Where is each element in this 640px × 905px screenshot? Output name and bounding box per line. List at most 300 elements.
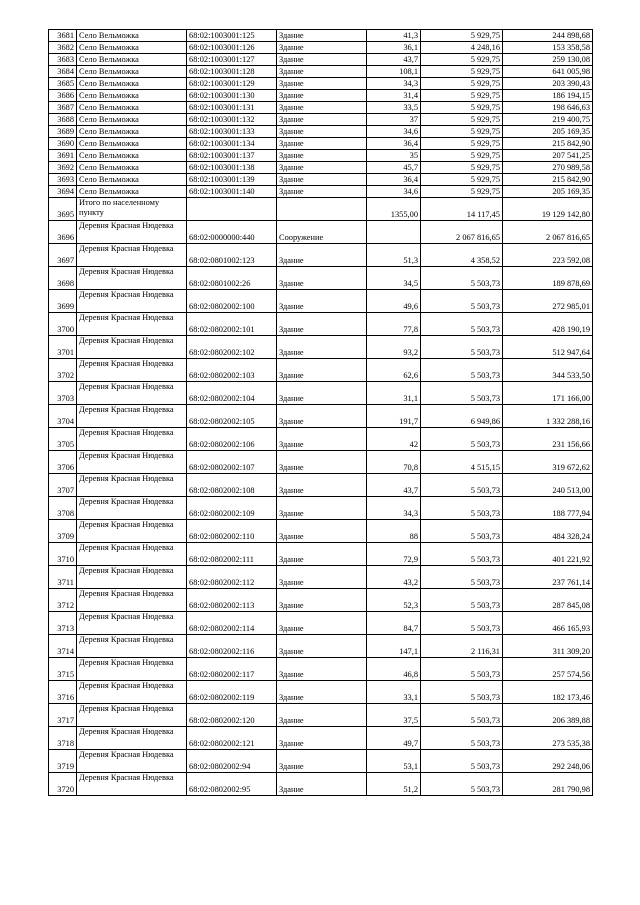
row-number-cell: 3712	[49, 589, 77, 612]
table-row	[49, 244, 593, 267]
cadastral-number-cell: 68:02:0802002:107	[187, 451, 277, 474]
unit-value-cell: 5 929,75	[421, 162, 503, 174]
cadastral-value-cell: 223 592,08	[503, 244, 593, 267]
cadastral-number-cell: 68:02:0802002:104	[187, 382, 277, 405]
row-number-cell: 3715	[49, 658, 77, 681]
settlement-name-cell: Село Вельможка	[77, 30, 187, 42]
table-row	[49, 30, 593, 42]
area-cell: 108,1	[367, 66, 421, 78]
row-number-cell: 3704	[49, 405, 77, 428]
row-number-cell: 3710	[49, 543, 77, 566]
settlement-name-cell: Деревня Красная Нюдевка	[77, 520, 187, 543]
cadastral-number-cell: 68:02:1003001:126	[187, 42, 277, 54]
settlement-name-cell: Деревня Красная Нюдевка	[77, 566, 187, 589]
object-type-cell: Здание	[277, 382, 367, 405]
area-cell: 34,3	[367, 78, 421, 90]
cadastral-number-cell: 68:02:0802002:100	[187, 290, 277, 313]
cadastral-value-cell: 273 535,38	[503, 727, 593, 750]
object-type-cell: Здание	[277, 162, 367, 174]
table-row	[49, 681, 593, 704]
table-row	[49, 750, 593, 773]
cadastral-value-cell: 484 328,24	[503, 520, 593, 543]
cadastral-number-cell: 68:02:1003001:127	[187, 54, 277, 66]
cadastral-number-cell: 68:02:0802002:120	[187, 704, 277, 727]
cadastral-value-cell: 171 166,00	[503, 382, 593, 405]
object-type-cell: Здание	[277, 566, 367, 589]
object-type-cell: Здание	[277, 114, 367, 126]
area-cell: 1355,00	[367, 198, 421, 221]
table-row	[49, 727, 593, 750]
settlement-name-cell: Село Вельможка	[77, 126, 187, 138]
object-type-cell: Здание	[277, 750, 367, 773]
cadastral-number-cell: 68:02:0802002:106	[187, 428, 277, 451]
cadastral-number-cell: 68:02:0802002:95	[187, 773, 277, 796]
area-cell: 33,5	[367, 102, 421, 114]
unit-value-cell: 5 503,73	[421, 704, 503, 727]
area-cell: 36,1	[367, 42, 421, 54]
settlement-name-cell: Деревня Красная Нюдевка	[77, 497, 187, 520]
unit-value-cell: 5 929,75	[421, 126, 503, 138]
area-cell: 34,3	[367, 497, 421, 520]
row-number-cell: 3703	[49, 382, 77, 405]
object-type-cell: Здание	[277, 359, 367, 382]
object-type-cell: Здание	[277, 612, 367, 635]
cadastral-value-cell: 344 533,50	[503, 359, 593, 382]
settlement-name-cell: Деревня Красная Нюдевка	[77, 336, 187, 359]
cadastral-value-cell: 311 309,20	[503, 635, 593, 658]
row-number-cell: 3694	[49, 186, 77, 198]
unit-value-cell: 5 929,75	[421, 78, 503, 90]
cadastral-number-cell: 68:02:0802002:116	[187, 635, 277, 658]
row-number-cell: 3718	[49, 727, 77, 750]
cadastral-number-cell: 68:02:0802002:110	[187, 520, 277, 543]
area-cell: 62,6	[367, 359, 421, 382]
table-row	[49, 313, 593, 336]
settlement-name-cell: Деревня Красная Нюдевка	[77, 221, 187, 244]
row-number-cell: 3713	[49, 612, 77, 635]
object-type-cell: Здание	[277, 126, 367, 138]
object-type-cell: Здание	[277, 102, 367, 114]
settlement-name-cell: Деревня Красная Нюдевка	[77, 267, 187, 290]
cadastral-number-cell: 68:02:1003001:131	[187, 102, 277, 114]
settlement-name-cell: Село Вельможка	[77, 186, 187, 198]
cadastral-number-cell: 68:02:1003001:137	[187, 150, 277, 162]
area-cell: 36,4	[367, 138, 421, 150]
object-type-cell: Здание	[277, 451, 367, 474]
settlement-name-cell: Село Вельможка	[77, 162, 187, 174]
settlement-name-cell: Село Вельможка	[77, 54, 187, 66]
cadastral-number-cell: 68:02:0801002:123	[187, 244, 277, 267]
settlement-name-cell: Село Вельможка	[77, 138, 187, 150]
table-row	[49, 114, 593, 126]
object-type-cell: Сооружение	[277, 221, 367, 244]
settlement-name-cell: Деревня Красная Нюдевка	[77, 405, 187, 428]
area-cell: 43,7	[367, 54, 421, 66]
object-type-cell: Здание	[277, 290, 367, 313]
unit-value-cell: 6 949,86	[421, 405, 503, 428]
settlement-name-cell: Деревня Красная Нюдевка	[77, 704, 187, 727]
unit-value-cell: 5 503,73	[421, 727, 503, 750]
cadastral-value-cell: 215 842,90	[503, 138, 593, 150]
area-cell: 33,1	[367, 681, 421, 704]
cadastral-number-cell: 68:02:1003001:130	[187, 90, 277, 102]
cadastral-value-cell: 244 898,68	[503, 30, 593, 42]
row-number-cell: 3696	[49, 221, 77, 244]
cadastral-number-cell: 68:02:0802002:112	[187, 566, 277, 589]
cadastral-number-cell: 68:02:0000000:440	[187, 221, 277, 244]
area-cell: 31,1	[367, 382, 421, 405]
settlement-name-cell: Деревня Красная Нюдевка	[77, 451, 187, 474]
table-row	[49, 42, 593, 54]
cadastral-value-cell: 240 513,00	[503, 474, 593, 497]
object-type-cell: Здание	[277, 497, 367, 520]
area-cell: 43,7	[367, 474, 421, 497]
row-number-cell: 3684	[49, 66, 77, 78]
cadastral-number-cell: 68:02:1003001:125	[187, 30, 277, 42]
unit-value-cell: 5 929,75	[421, 174, 503, 186]
table-row	[49, 267, 593, 290]
table-row	[49, 612, 593, 635]
row-number-cell: 3681	[49, 30, 77, 42]
cadastral-value-cell: 219 400,75	[503, 114, 593, 126]
row-number-cell: 3717	[49, 704, 77, 727]
unit-value-cell: 2 067 816,65	[421, 221, 503, 244]
cadastral-value-cell: 231 156,66	[503, 428, 593, 451]
object-type-cell: Здание	[277, 90, 367, 102]
row-number-cell: 3719	[49, 750, 77, 773]
settlement-name-cell: Село Вельможка	[77, 174, 187, 186]
unit-value-cell: 5 503,73	[421, 520, 503, 543]
row-number-cell: 3687	[49, 102, 77, 114]
unit-value-cell: 5 929,75	[421, 30, 503, 42]
row-number-cell: 3700	[49, 313, 77, 336]
table-row	[49, 174, 593, 186]
settlement-name-cell: Деревня Красная Нюдевка	[77, 290, 187, 313]
object-type-cell: Здание	[277, 520, 367, 543]
unit-value-cell: 5 503,73	[421, 267, 503, 290]
cadastral-value-cell: 512 947,64	[503, 336, 593, 359]
settlement-name-cell: Село Вельможка	[77, 90, 187, 102]
row-number-cell: 3702	[49, 359, 77, 382]
cadastral-number-cell: 68:02:0802002:121	[187, 727, 277, 750]
cadastral-value-cell: 259 130,08	[503, 54, 593, 66]
settlement-name-cell: Село Вельможка	[77, 114, 187, 126]
row-number-cell: 3683	[49, 54, 77, 66]
row-number-cell: 3706	[49, 451, 77, 474]
cadastral-value-cell: 272 985,01	[503, 290, 593, 313]
unit-value-cell: 5 929,75	[421, 150, 503, 162]
table-row	[49, 635, 593, 658]
area-cell: 31,4	[367, 90, 421, 102]
area-cell: 46,8	[367, 658, 421, 681]
object-type-cell: Здание	[277, 267, 367, 290]
cadastral-number-cell: 68:02:0802002:108	[187, 474, 277, 497]
cadastral-number-cell: 68:02:0802002:119	[187, 681, 277, 704]
unit-value-cell: 5 929,75	[421, 138, 503, 150]
object-type-cell: Здание	[277, 150, 367, 162]
unit-value-cell: 5 503,73	[421, 589, 503, 612]
unit-value-cell: 5 503,73	[421, 474, 503, 497]
cadastral-value-cell: 270 989,58	[503, 162, 593, 174]
cadastral-value-cell: 182 173,46	[503, 681, 593, 704]
cadastral-number-cell: 68:02:0802002:109	[187, 497, 277, 520]
document-page	[48, 29, 593, 796]
unit-value-cell: 5 503,73	[421, 290, 503, 313]
table-row	[49, 451, 593, 474]
area-cell: 37,5	[367, 704, 421, 727]
settlement-name-cell: Деревня Красная Нюдевка	[77, 727, 187, 750]
cadastral-value-cell: 257 574,56	[503, 658, 593, 681]
table-row	[49, 90, 593, 102]
area-cell: 35	[367, 150, 421, 162]
settlement-name-cell: Село Вельможка	[77, 42, 187, 54]
object-type-cell: Здание	[277, 428, 367, 451]
table-row	[49, 704, 593, 727]
object-type-cell: Здание	[277, 405, 367, 428]
object-type-cell	[277, 198, 367, 221]
table-row	[49, 126, 593, 138]
table-row	[49, 589, 593, 612]
table-row	[49, 773, 593, 796]
table-row	[49, 66, 593, 78]
unit-value-cell: 5 929,75	[421, 90, 503, 102]
area-cell: 34,5	[367, 267, 421, 290]
object-type-cell: Здание	[277, 681, 367, 704]
unit-value-cell: 4 358,52	[421, 244, 503, 267]
area-cell: 191,7	[367, 405, 421, 428]
table-row	[49, 359, 593, 382]
unit-value-cell: 4 248,16	[421, 42, 503, 54]
table-row	[49, 54, 593, 66]
unit-value-cell: 5 503,73	[421, 681, 503, 704]
cadastral-number-cell: 68:02:0802002:94	[187, 750, 277, 773]
object-type-cell: Здание	[277, 66, 367, 78]
table-body	[49, 30, 593, 796]
object-type-cell: Здание	[277, 543, 367, 566]
settlement-name-cell: Деревня Красная Нюдевка	[77, 612, 187, 635]
settlement-name-cell: Деревня Красная Нюдевка	[77, 750, 187, 773]
settlement-name-cell: Деревня Красная Нюдевка	[77, 589, 187, 612]
settlement-name-cell: Деревня Красная Нюдевка	[77, 244, 187, 267]
object-type-cell: Здание	[277, 78, 367, 90]
row-number-cell: 3685	[49, 78, 77, 90]
row-number-cell: 3699	[49, 290, 77, 313]
settlement-name-cell: Деревня Красная Нюдевка	[77, 313, 187, 336]
table-row	[49, 150, 593, 162]
cadastral-number-cell: 68:02:1003001:139	[187, 174, 277, 186]
cadastral-value-cell: 205 169,35	[503, 126, 593, 138]
cadastral-number-cell: 68:02:0802002:114	[187, 612, 277, 635]
area-cell: 49,7	[367, 727, 421, 750]
settlement-name-cell: Деревня Красная Нюдевка	[77, 635, 187, 658]
row-number-cell: 3691	[49, 150, 77, 162]
object-type-cell: Здание	[277, 336, 367, 359]
table-row	[49, 474, 593, 497]
area-cell: 53,1	[367, 750, 421, 773]
settlement-name-cell: Деревня Красная Нюдевка	[77, 382, 187, 405]
area-cell: 36,4	[367, 174, 421, 186]
object-type-cell: Здание	[277, 42, 367, 54]
area-cell: 84,7	[367, 612, 421, 635]
unit-value-cell: 5 503,73	[421, 773, 503, 796]
area-cell: 52,3	[367, 589, 421, 612]
unit-value-cell: 14 117,45	[421, 198, 503, 221]
table-row	[49, 198, 593, 221]
object-type-cell: Здание	[277, 589, 367, 612]
area-cell: 43,2	[367, 566, 421, 589]
unit-value-cell: 5 503,73	[421, 336, 503, 359]
table-row	[49, 405, 593, 428]
cadastral-value-cell: 401 221,92	[503, 543, 593, 566]
settlement-name-cell: Село Вельможка	[77, 66, 187, 78]
settlement-name-cell: Деревня Красная Нюдевка	[77, 474, 187, 497]
cadastral-value-cell: 1 332 288,16	[503, 405, 593, 428]
table-row	[49, 520, 593, 543]
cadastral-value-cell: 205 169,35	[503, 186, 593, 198]
unit-value-cell: 5 503,73	[421, 428, 503, 451]
unit-value-cell: 5 503,73	[421, 359, 503, 382]
object-type-cell: Здание	[277, 313, 367, 336]
area-cell: 70,8	[367, 451, 421, 474]
object-type-cell: Здание	[277, 704, 367, 727]
cadastral-value-cell: 207 541,25	[503, 150, 593, 162]
cadastral-value-cell: 428 190,19	[503, 313, 593, 336]
row-number-cell: 3688	[49, 114, 77, 126]
unit-value-cell: 5 929,75	[421, 54, 503, 66]
cadastral-value-cell: 206 389,88	[503, 704, 593, 727]
area-cell: 88	[367, 520, 421, 543]
unit-value-cell: 5 929,75	[421, 66, 503, 78]
object-type-cell: Здание	[277, 727, 367, 750]
unit-value-cell: 5 503,73	[421, 382, 503, 405]
cadastral-number-cell: 68:02:1003001:134	[187, 138, 277, 150]
row-number-cell: 3716	[49, 681, 77, 704]
property-table	[48, 29, 593, 796]
unit-value-cell: 2 116,31	[421, 635, 503, 658]
row-number-cell: 3701	[49, 336, 77, 359]
row-number-cell: 3705	[49, 428, 77, 451]
object-type-cell: Здание	[277, 186, 367, 198]
table-row	[49, 336, 593, 359]
area-cell: 45,7	[367, 162, 421, 174]
settlement-name-cell: Село Вельможка	[77, 150, 187, 162]
cadastral-value-cell: 186 194,15	[503, 90, 593, 102]
area-cell: 37	[367, 114, 421, 126]
table-row	[49, 658, 593, 681]
cadastral-value-cell: 281 790,98	[503, 773, 593, 796]
cadastral-number-cell: 68:02:1003001:129	[187, 78, 277, 90]
object-type-cell: Здание	[277, 474, 367, 497]
settlement-name-cell: Деревня Красная Нюдевка	[77, 543, 187, 566]
settlement-name-cell: Село Вельможка	[77, 102, 187, 114]
cadastral-number-cell: 68:02:0802002:105	[187, 405, 277, 428]
cadastral-number-cell: 68:02:0802002:103	[187, 359, 277, 382]
area-cell: 34,6	[367, 126, 421, 138]
cadastral-number-cell: 68:02:1003001:140	[187, 186, 277, 198]
cadastral-number-cell: 68:02:1003001:132	[187, 114, 277, 126]
unit-value-cell: 5 503,73	[421, 566, 503, 589]
object-type-cell: Здание	[277, 54, 367, 66]
object-type-cell: Здание	[277, 773, 367, 796]
table-row	[49, 382, 593, 405]
cadastral-value-cell: 19 129 142,80	[503, 198, 593, 221]
unit-value-cell: 5 503,73	[421, 750, 503, 773]
row-number-cell: 3698	[49, 267, 77, 290]
settlement-name-cell: Село Вельможка	[77, 78, 187, 90]
cadastral-value-cell: 2 067 816,65	[503, 221, 593, 244]
cadastral-number-cell: 68:02:1003001:138	[187, 162, 277, 174]
row-number-cell: 3720	[49, 773, 77, 796]
unit-value-cell: 5 503,73	[421, 313, 503, 336]
settlement-name-cell: Деревня Красная Нюдевка	[77, 681, 187, 704]
row-number-cell: 3714	[49, 635, 77, 658]
table-row	[49, 566, 593, 589]
object-type-cell: Здание	[277, 174, 367, 186]
table-row	[49, 497, 593, 520]
area-cell: 77,8	[367, 313, 421, 336]
object-type-cell: Здание	[277, 635, 367, 658]
cadastral-value-cell: 203 390,43	[503, 78, 593, 90]
row-number-cell: 3709	[49, 520, 77, 543]
table-row	[49, 186, 593, 198]
unit-value-cell: 5 929,75	[421, 114, 503, 126]
table-row	[49, 221, 593, 244]
area-cell: 49,6	[367, 290, 421, 313]
cadastral-number-cell: 68:02:0802002:117	[187, 658, 277, 681]
cadastral-number-cell: 68:02:1003001:133	[187, 126, 277, 138]
table-row	[49, 543, 593, 566]
object-type-cell: Здание	[277, 658, 367, 681]
settlement-name-cell: Деревня Красная Нюдевка	[77, 658, 187, 681]
cadastral-value-cell: 189 878,69	[503, 267, 593, 290]
cadastral-number-cell	[187, 198, 277, 221]
settlement-name-cell: Деревня Красная Нюдевка	[77, 359, 187, 382]
table-row	[49, 290, 593, 313]
cadastral-value-cell: 319 672,62	[503, 451, 593, 474]
table-row	[49, 102, 593, 114]
row-number-cell: 3682	[49, 42, 77, 54]
row-number-cell: 3697	[49, 244, 77, 267]
settlement-name-cell: Итого по населенному пункту	[77, 198, 187, 221]
object-type-cell: Здание	[277, 244, 367, 267]
row-number-cell: 3693	[49, 174, 77, 186]
area-cell: 42	[367, 428, 421, 451]
area-cell: 72,9	[367, 543, 421, 566]
unit-value-cell: 5 929,75	[421, 102, 503, 114]
area-cell: 51,3	[367, 244, 421, 267]
cadastral-value-cell: 292 248,06	[503, 750, 593, 773]
row-number-cell: 3692	[49, 162, 77, 174]
unit-value-cell: 5 929,75	[421, 186, 503, 198]
cadastral-number-cell: 68:02:0801002:26	[187, 267, 277, 290]
object-type-cell: Здание	[277, 30, 367, 42]
table-row	[49, 78, 593, 90]
table-row	[49, 162, 593, 174]
unit-value-cell: 5 503,73	[421, 658, 503, 681]
row-number-cell: 3686	[49, 90, 77, 102]
row-number-cell: 3708	[49, 497, 77, 520]
row-number-cell: 3711	[49, 566, 77, 589]
area-cell: 34,6	[367, 186, 421, 198]
unit-value-cell: 5 503,73	[421, 543, 503, 566]
cadastral-number-cell: 68:02:0802002:102	[187, 336, 277, 359]
settlement-name-cell: Деревня Красная Нюдевка	[77, 428, 187, 451]
area-cell: 41,3	[367, 30, 421, 42]
row-number-cell: 3690	[49, 138, 77, 150]
cadastral-number-cell: 68:02:1003001:128	[187, 66, 277, 78]
cadastral-value-cell: 215 842,90	[503, 174, 593, 186]
area-cell	[367, 221, 421, 244]
